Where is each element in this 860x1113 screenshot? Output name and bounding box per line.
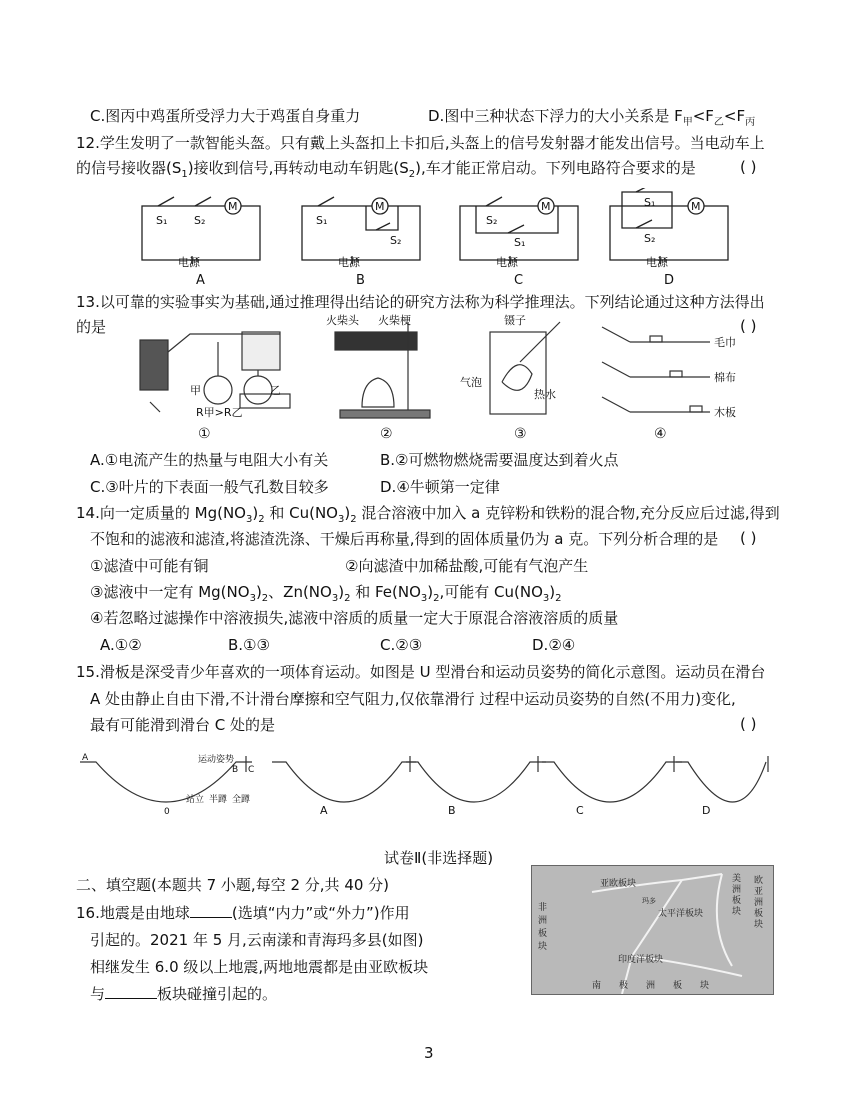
q13-stem-line2: 的是 [76, 318, 107, 336]
q11-option-c: C.图丙中鸡蛋所受浮力大于鸡蛋自身重力 [90, 107, 361, 125]
ramp-point-b: B [232, 765, 239, 775]
power-label-c: 电源 [496, 256, 518, 269]
fig4-board-label: 木板 [714, 406, 736, 419]
map-indo-label: 印度洋板块 [618, 955, 664, 965]
q13-stem-line1: 13.以可靠的实验事实为基础,通过推理得出结论的研究方法称为科学推理法。下列结论通过这种方法得出 [76, 293, 765, 311]
q13-option-d: D.④牛顿第一定律 [380, 478, 500, 496]
q16-blank-1[interactable] [190, 917, 232, 918]
plate-map-image [531, 865, 774, 995]
circuit-letter-b: B [356, 273, 365, 288]
fig1-yi-label: 乙 [270, 384, 281, 397]
ramp-point-a: A [82, 753, 89, 763]
ramp-option-b: B [448, 804, 456, 817]
q14-option-d: D.②④ [532, 636, 576, 654]
q16-line3: 相继发生 6.0 级以上地震,两地地震都是由亚欧板块 [90, 958, 429, 976]
power-label-d: 电源 [646, 256, 668, 269]
fig4-number: ④ [654, 426, 667, 442]
q14-option-c: C.②③ [380, 636, 423, 654]
switch-s1-label-a: S₁ [156, 214, 168, 227]
q14-statement-3: ③滤液中一定有 $Mg(NO_3)_2$、$Zn(NO_3)_2$ 和 $Fe(NO_3)_2$,可能有 $Cu(NO_3)_2$ [90, 583, 562, 604]
map-asia-euro-label: 欧亚洲板块 [754, 876, 764, 930]
motor-label-d: M [691, 200, 701, 213]
map-maduo-label: 玛多 [642, 897, 656, 905]
q16-line1: 16.地震是由地球 (选填“内力”或“外力”)作用 [76, 904, 410, 922]
pose-full-squat: 全蹲 [232, 795, 251, 805]
q15-stem-line1: 15.滑板是深受青少年喜欢的一项体育运动。如图是 U 型滑台和运动员姿势的简化示意图。运动员在滑台 [76, 663, 766, 681]
map-americas-label: 美洲板块 [732, 874, 742, 917]
circuit-letter-d: D [664, 273, 675, 288]
q16-line2: 引起的。2021 年 5 月,云南漾和青海玛多县(如图) [90, 931, 424, 949]
fig3-bubble-label: 气泡 [460, 376, 482, 389]
fig2-number: ② [380, 426, 393, 442]
fig1-number: ① [198, 426, 211, 442]
switch-s2-label-b: S₂ [390, 234, 402, 247]
fig1-resistance-label: R甲>R乙 [196, 406, 243, 419]
pose-half-squat: 半蹲 [209, 795, 228, 805]
q12-answer-paren[interactable]: ( ) [740, 158, 757, 176]
part2-title: 试卷Ⅱ(非选择题) [384, 849, 494, 867]
power-label-a: 电源 [178, 256, 200, 269]
map-africa-label: 非洲板块 [538, 903, 548, 952]
q14-option-a: A.①② [100, 636, 142, 654]
q15-stem-line3: 最有可能滑到滑台 C 处的是 [90, 716, 276, 734]
q14-option-b: B.①③ [228, 636, 270, 654]
ramp-point-c: C [248, 765, 255, 775]
page-number: 3 [424, 1044, 434, 1062]
q15-answer-paren[interactable]: ( ) [740, 715, 757, 733]
pose-stand: 站立 [186, 795, 205, 805]
fig2-stem-label: 火柴梗 [378, 314, 411, 327]
fig2-head-label: 火柴头 [326, 314, 359, 327]
q13-option-b: B.②可燃物燃烧需要温度达到着火点 [380, 451, 619, 469]
circuit-c [460, 197, 578, 264]
circuit-letter-a: A [196, 273, 205, 288]
circuit-a [142, 197, 260, 264]
switch-s2-label-c: S₂ [486, 214, 498, 227]
q13-option-c: C.③叶片的下表面一般气孔数目较多 [90, 478, 329, 496]
q13-answer-paren[interactable]: ( ) [740, 317, 757, 335]
circuit-b [302, 197, 420, 264]
q12-stem-line2: 的信号接收器$(S_1)$接收到信号,再转动电动车钥匙$(S_2)$,车才能正常启动。下列电路符合要求的是 [76, 159, 696, 180]
q11-option-d: D.图中三种状态下浮力的大小关系是 $F_甲<F_乙<F_丙$ [428, 107, 756, 128]
q14-stem-line2: 不饱和的滤液和滤渣,将滤渣洗涤、干燥后再称量,得到的固体质量仍为 a 克。下列分析合理的是 [90, 530, 719, 548]
switch-s2-label-d: S₂ [644, 232, 656, 245]
fig4-cotton-label: 棉布 [714, 371, 736, 384]
pose-legend-title: 运动姿势 [198, 755, 235, 765]
q14-statement-1: ①滤渣中可能有铜 [90, 557, 209, 575]
motor-label-a: M [228, 200, 238, 213]
ramp-option-a: A [320, 804, 328, 817]
q13-experiment-figures [130, 312, 770, 446]
motor-label-c: M [541, 200, 551, 213]
fill-blank-section-header: 二、填空题(本题共 7 小题,每空 2 分,共 40 分) [76, 876, 390, 894]
power-label-b: 电源 [338, 256, 360, 269]
q14-statement-2: ②向滤渣中加稀盐酸,可能有气泡产生 [345, 557, 589, 575]
q16-blank-2[interactable] [105, 998, 157, 999]
fig3-tweezers-label: 镊子 [504, 314, 526, 327]
map-eurasia-label: 亚欧板块 [600, 879, 637, 889]
q14-statement-4: ④若忽略过滤操作中溶液损失,滤液中溶质的质量一定大于原混合溶液溶质的质量 [90, 609, 619, 627]
q15-stem-line2: A 处由静止自由下滑,不计滑台摩擦和空气阻力,仅依靠滑行 过程中运动员姿势的自然(不用力)变化, [90, 690, 736, 708]
fig4-towel-label: 毛巾 [714, 336, 736, 349]
ramp-option-d: D [702, 804, 711, 817]
motor-label-b: M [375, 200, 385, 213]
switch-s1-label-b: S₁ [316, 214, 328, 227]
circuit-letter-c: C [514, 273, 524, 288]
switch-s2-label-a: S₂ [194, 214, 206, 227]
q14-stem-line1: 14.向一定质量的 $Mg(NO_3)_2$ 和 $Cu(NO_3)_2$ 混合溶液中加入 a 克锌粉和铁粉的混合物,充分反应后过滤,得到 [76, 504, 780, 525]
fig1-jia-label: 甲 [190, 384, 201, 397]
ramp-point-o: 0 [164, 807, 170, 817]
ramp-option-c: C [576, 804, 584, 817]
fig3-water-label: 热水 [534, 388, 556, 401]
q12-circuit-figures [140, 188, 730, 288]
circuit-d [610, 188, 728, 264]
q14-answer-paren[interactable]: ( ) [740, 529, 757, 547]
fig3-number: ③ [514, 426, 527, 442]
map-pacific-label: 太平洋板块 [658, 909, 704, 919]
q16-line4: 与 板块碰撞引起的。 [90, 985, 278, 1003]
switch-s1-label-c: S₁ [514, 236, 526, 249]
q15-u-ramp-figures [76, 742, 776, 826]
map-antarctic-label: 南极洲板块 [592, 981, 728, 991]
q13-option-a: A.①电流产生的热量与电阻大小有关 [90, 451, 329, 469]
q12-stem-line1: 12.学生发明了一款智能头盔。只有戴上头盔扣上卡扣后,头盔上的信号发射器才能发出信号。当电动车上 [76, 134, 765, 152]
switch-s1-label-d: S₁ [644, 196, 656, 209]
